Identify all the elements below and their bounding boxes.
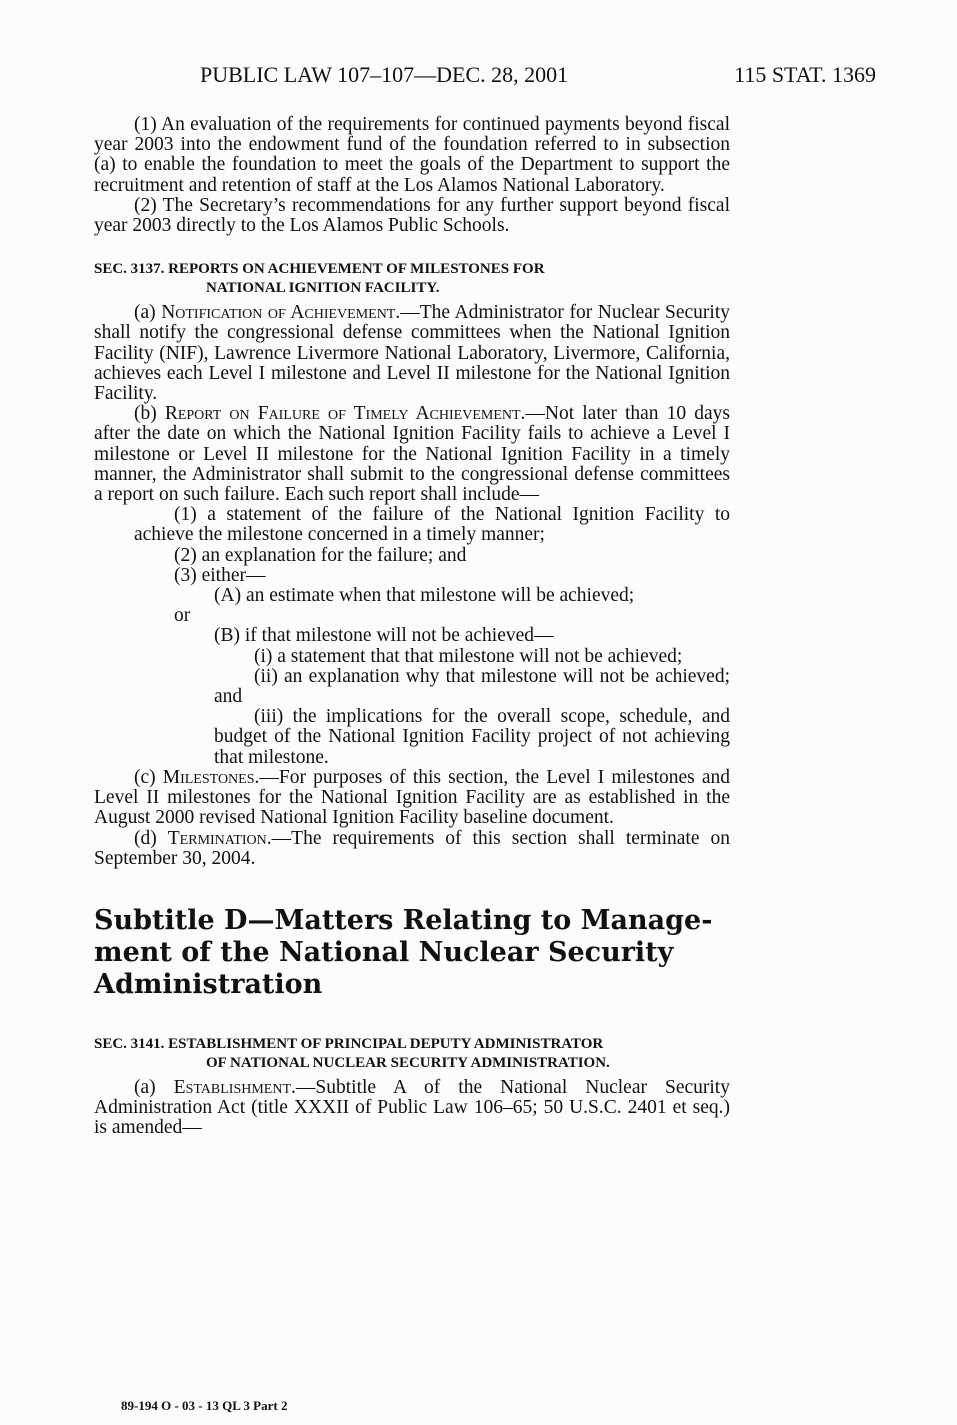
running-header	[200, 62, 876, 92]
item-2: (2) an explanation for the failure; and	[174, 544, 467, 566]
header-stat-page: 115 STAT. 1369	[734, 62, 876, 87]
item-1: (1) a statement of the failure of the National Ignition Facility to achieve the milestone concerned in a timely manner;	[134, 504, 730, 546]
subsection-b-heading: Report on Failure of Timely Achievement	[164, 403, 521, 425]
item-ii: (ii) an explanation why that milestone will not be achieved; and	[214, 665, 730, 708]
subsection-c: (c) Milestones.—For purposes of this section, the Level I milestones and Level II milestones for the National Ignition Facility are as established in the August 2000 revised National Ignition Facility baseline document.	[94, 766, 730, 829]
item-A: (A) an estimate when that milestone will be achieved;	[214, 585, 635, 607]
subtitle-heading	[94, 905, 730, 1001]
header-public-law: PUBLIC LAW 107–107—DEC. 28, 2001	[200, 62, 569, 87]
subtitle-line3: Administration	[94, 968, 323, 1000]
section-3141-heading-line2: OF NATIONAL NUCLEAR SECURITY ADMINISTRATION.	[206, 1054, 610, 1071]
section-3141-subsection-a-heading: Establishment	[173, 1076, 292, 1098]
subsection-b: (b) Report on Failure of Timely Achievement.—Not later than 10 days after the date on which the National Ignition Facility fails to achieve a Level I milestone or Level II milestone for the National Ignition Facility in a timely manner, the Administrator shall submit to the congressional defense committees a report on such failure. Each such report shall include—	[94, 403, 730, 506]
section-3137-heading	[94, 260, 730, 298]
paragraph-2: (2) The Secretary’s recommendations for any further support beyond fiscal year 2003 directly to the Los Alamos Public Schools.	[94, 194, 730, 237]
item-or: or	[174, 605, 191, 627]
section-3141-heading	[94, 1035, 730, 1073]
subsection-a-heading: Notification of Achievement	[161, 302, 396, 324]
item-i: (i) a statement that that milestone will not be achieved;	[254, 645, 683, 667]
footer-print-code: 89-194 O - 03 - 13 QL 3 Part 2	[121, 1398, 288, 1413]
subtitle-line2: ment of the National Nuclear Security	[94, 936, 674, 968]
subtitle-line1: Subtitle D—Matters Relating to Manage-	[94, 904, 713, 936]
subsection-d-heading: Termination	[167, 827, 267, 849]
section-3141-heading-line1: SEC. 3141. ESTABLISHMENT OF PRINCIPAL DEPUTY ADMINISTRATOR	[94, 1035, 604, 1052]
section-3137-heading-line2: NATIONAL IGNITION FACILITY.	[206, 280, 440, 297]
item-B: (B) if that milestone will not be achieved—	[214, 625, 554, 647]
page-body	[94, 115, 730, 1139]
subsection-d: (d) Termination.—The requirements of this section shall terminate on September 30, 2004.	[94, 827, 730, 869]
subsection-c-heading: Milestones	[162, 766, 255, 788]
item-iii: (iii) the implications for the overall scope, schedule, and budget of the National Ignition Facility project of not achieving that milestone.	[214, 706, 730, 768]
section-3137-heading-line1: SEC. 3137. REPORTS ON ACHIEVEMENT OF MILESTONES FOR	[94, 261, 545, 278]
item-3: (3) either—	[174, 564, 266, 586]
subsection-a: (a) Notification of Achievement.—The Administrator for Nuclear Security shall notify the congressional defense committees when the National Ignition Facility (NIF), Lawrence Livermore National Laboratory, Livermore, California, achieves each Level I milestone and Level II milestone for the National Ignition Facility.	[94, 302, 730, 405]
paragraph-1: (1) An evaluation of the requirements for continued payments beyond fiscal year 2003 into the endowment fund of the foundation referred to in subsection (a) to enable the foundation to meet the goals of the Department to support the recruitment and retention of staff at the Los Alamos National Laboratory.	[94, 114, 730, 196]
section-3141-subsection-a: (a) Establishment.—Subtitle A of the National Nuclear Security Administration Act (title XXXII of Public Law 106–65; 50 U.S.C. 2401 et seq.) is amended—	[94, 1076, 730, 1139]
